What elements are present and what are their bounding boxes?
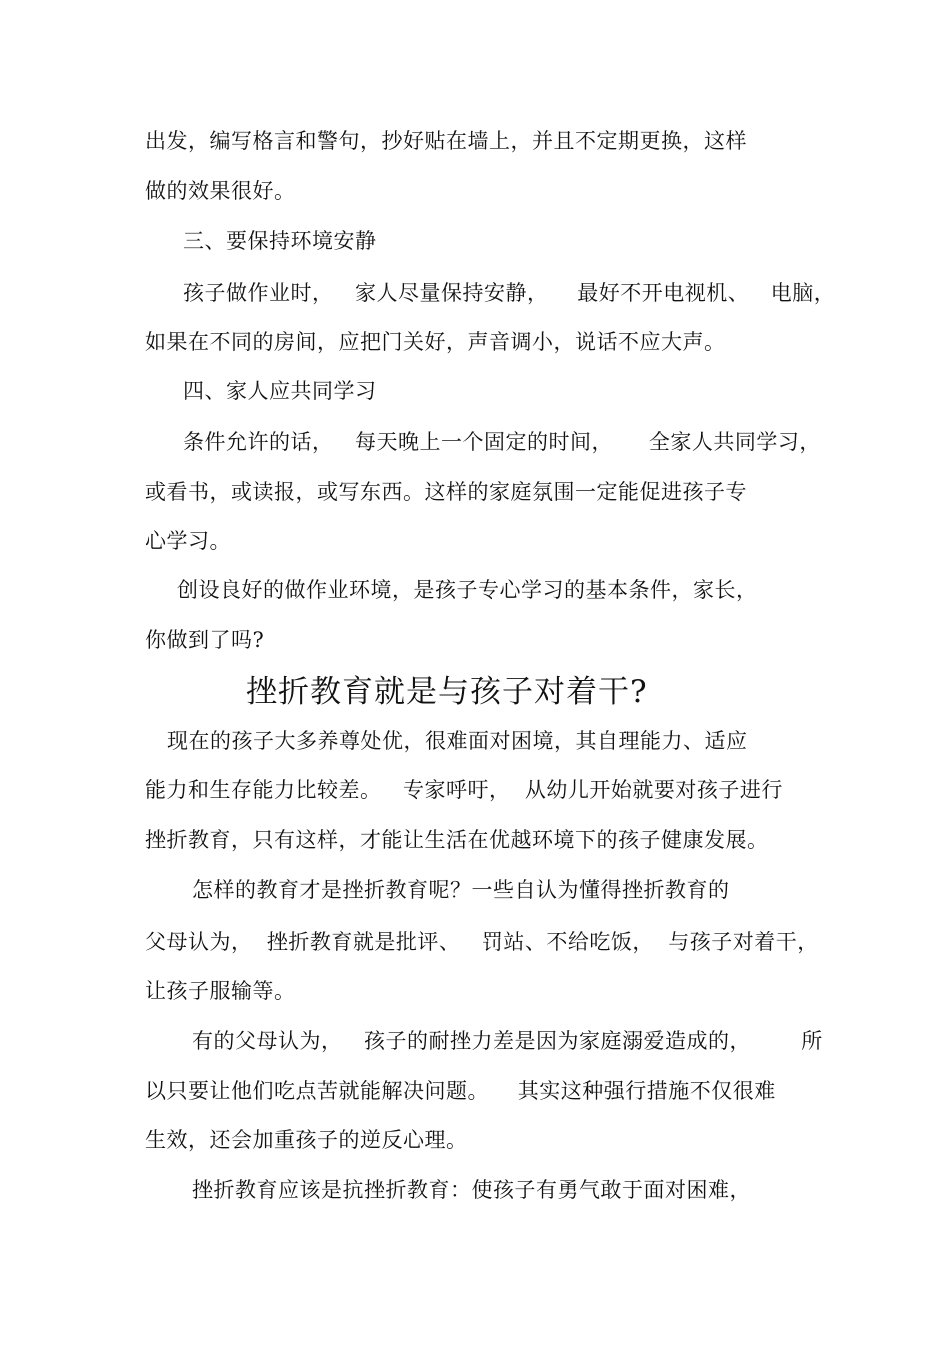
text-line: 让孩子服输等。 [145, 979, 296, 1003]
text-line: 能力和生存能力比较差。 专家呼吁， 从幼儿开始就要对孩子进行 [145, 778, 783, 802]
section-heading: 三、要保持环境安静 [183, 229, 377, 253]
text-line: 出发，编写格言和警句，抄好贴在墙上，并且不定期更换，这样 [145, 129, 747, 153]
text-line: 以只要让他们吃点苦就能解决问题。 其实这种强行措施不仅很难 [145, 1079, 776, 1103]
text-line: 孩子做作业时， 家人尽量保持安静， 最好不开电视机、 电脑， [183, 281, 836, 305]
text-line: 怎样的教育才是挫折教育呢？一些自认为懂得挫折教育的 [192, 878, 730, 902]
text-line: 挫折教育，只有这样，才能让生活在优越环境下的孩子健康发展。 [145, 828, 769, 852]
text-line: 现在的孩子大多养尊处优，很难面对困境，其自理能力、适应 [167, 729, 748, 753]
text-line: 父母认为， 挫折教育就是批评、 罚站、不给吃饭， 与孩子对着干， [145, 930, 819, 954]
text-line: 条件允许的话， 每天晚上一个固定的时间， 全家人共同学习， [183, 430, 821, 454]
article-title: 挫折教育就是与孩子对着干? [246, 674, 648, 710]
text-line: 你做到了吗? [145, 628, 265, 652]
text-line: 心学习。 [145, 529, 231, 553]
text-line: 做的效果很好。 [145, 179, 296, 203]
text-line: 生效，还会加重孩子的逆反心理。 [145, 1128, 468, 1152]
text-line: 创设良好的做作业环境，是孩子专心学习的基本条件，家长， [177, 578, 758, 602]
text-line: 挫折教育应该是抗挫折教育：使孩子有勇气敢于面对困难， [192, 1178, 751, 1202]
text-line: 或看书，或读报，或写东西。这样的家庭氛围一定能促进孩子专 [145, 480, 747, 504]
section-heading: 四、家人应共同学习 [183, 379, 377, 403]
text-line: 有的父母认为， 孩子的耐挫力差是因为家庭溺爱造成的， 所 [192, 1029, 823, 1053]
text-line: 如果在不同的房间，应把门关好，声音调小，说话不应大声。 [145, 330, 726, 354]
